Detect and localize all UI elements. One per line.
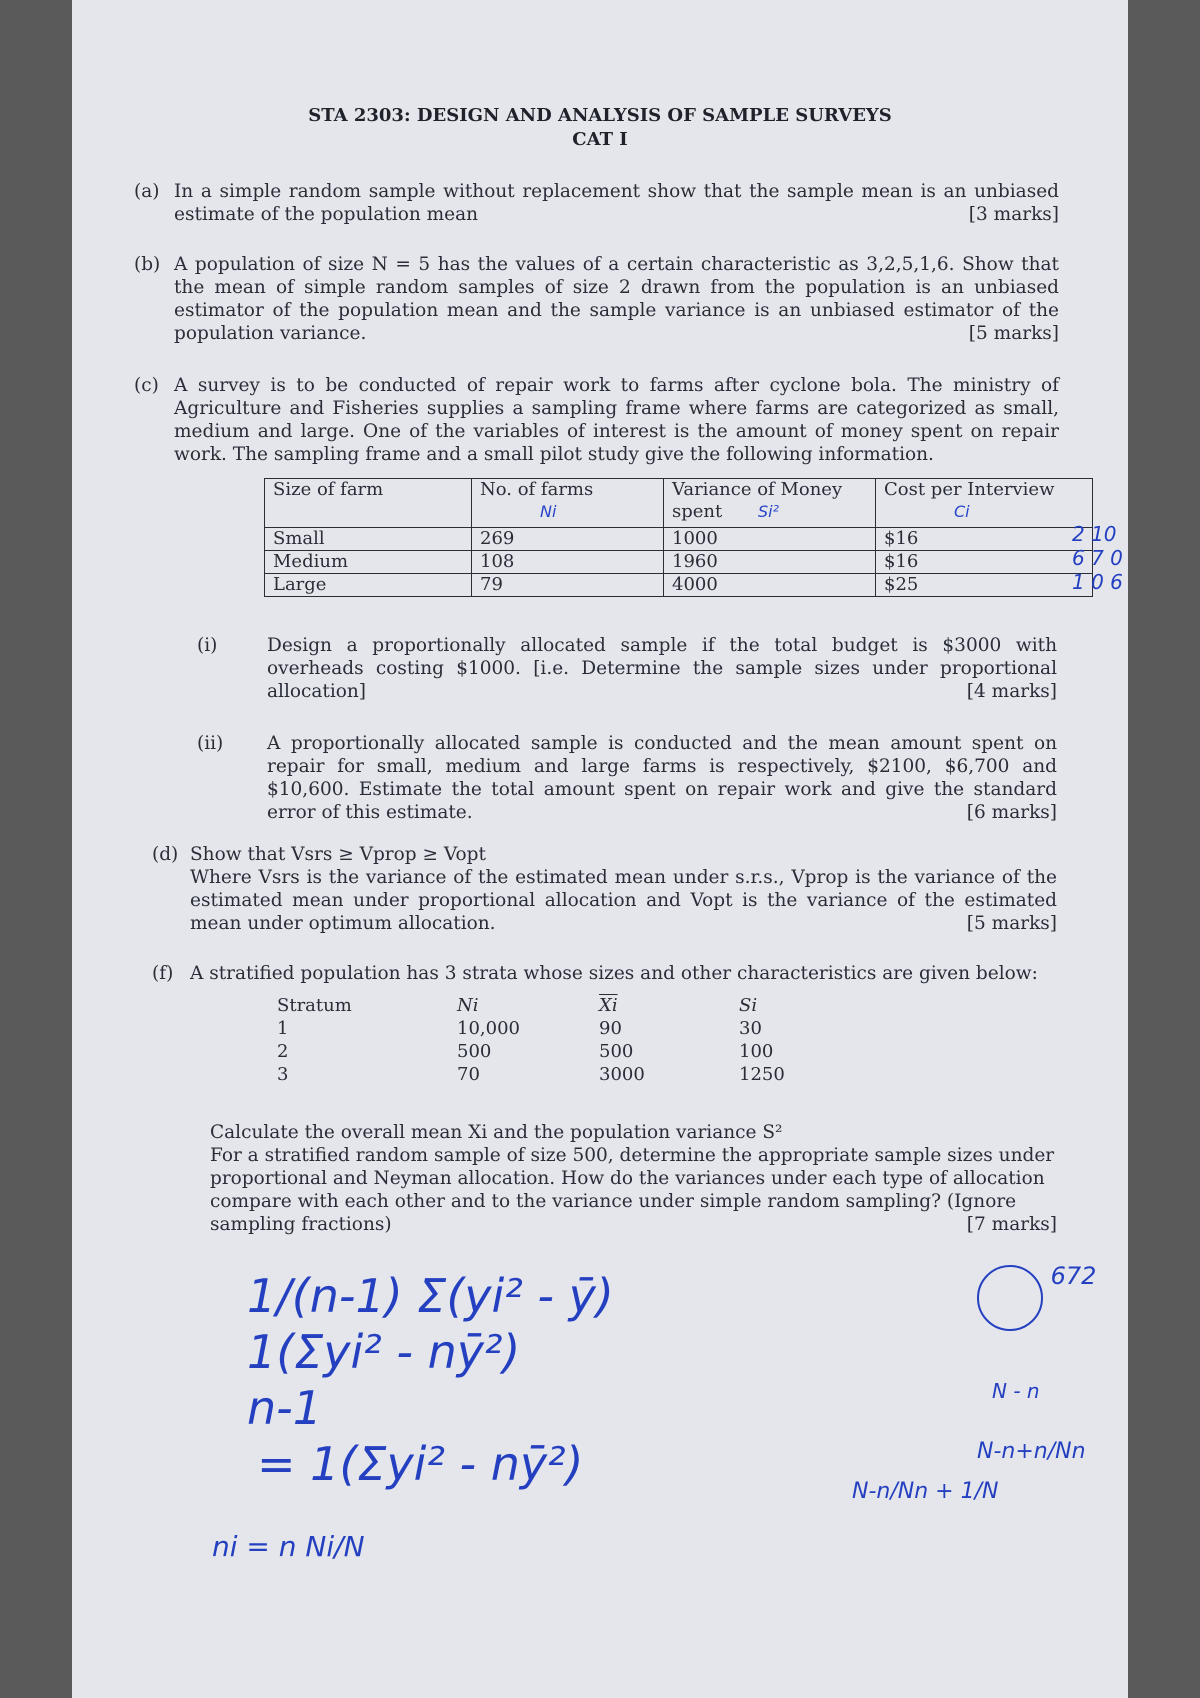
table-header: Cost per Interview Ci [876, 479, 1093, 528]
handwritten-note: N-n/Nn + 1/N [852, 1479, 999, 1504]
question-label: (c) [134, 375, 159, 396]
question-f-continued [210, 1121, 1057, 1236]
document-content [72, 0, 1128, 1698]
question-statement: Show that Vsrs ≥ Vprop ≥ Vopt [190, 844, 486, 865]
handwritten-note: 6 7 0 [1072, 546, 1123, 570]
column-header: Ni [457, 995, 479, 1016]
table-cell: 100 [739, 1041, 774, 1062]
handwritten-line: 1(Σyi² - nȳ²) [247, 1325, 521, 1379]
handwritten-note: Ni [540, 502, 557, 521]
question-label: (f) [152, 963, 174, 984]
question-label: (b) [134, 254, 161, 275]
table-cell: Small [265, 528, 472, 551]
table-header: Size of farm [265, 479, 472, 528]
handwritten-line: = 1(Σyi² - nȳ²) [257, 1437, 584, 1491]
handwritten-note: Si² [757, 502, 779, 521]
table-cell: $16 [876, 551, 1093, 574]
handwritten-note: Ci [954, 502, 970, 521]
handwritten-note: N-n+n/Nn [977, 1439, 1086, 1464]
table-cell: Large [265, 574, 472, 597]
handwritten-note: N - n [992, 1379, 1040, 1403]
table-cell: 4000 [664, 574, 876, 597]
table-cell: 1 [277, 1018, 289, 1039]
question-label: (d) [152, 844, 179, 865]
table-cell: Medium [265, 551, 472, 574]
column-header: Si [739, 995, 758, 1016]
marks: [5 marks] [966, 913, 1057, 934]
question-d [152, 843, 1057, 935]
question-text: Design a proportionally allocated sample if the total budget is $3000 with overheads costing $1000. [i.e. Determine the sample sizes under proportional allocation] [267, 635, 1057, 702]
table-header-row [265, 479, 1093, 528]
table-cell: 79 [472, 574, 664, 597]
question-text: Calculate the overall mean Xi and the population variance S² [210, 1122, 783, 1143]
table-cell: $25 [876, 574, 1093, 597]
table-header: Variance of Money spent Si² [664, 479, 876, 528]
table-cell: 500 [457, 1041, 492, 1062]
table-row [265, 551, 1093, 574]
question-f [152, 962, 1057, 985]
question-label: (i) [197, 635, 218, 656]
question-c-i [197, 634, 1057, 703]
question-text: A population of size N = 5 has the values of a certain characteristic as 3,2,5,1,6. Show that the mean of simple random samples of size 2 drawn from the population is an unbiased estimator of the population mean and the sample variance is an unbiased estimator of the population variance. [174, 254, 1059, 344]
table-cell: 2 [277, 1041, 289, 1062]
farm-table [264, 478, 1093, 597]
table-cell: $16 [876, 528, 1093, 551]
table-cell: 1000 [664, 528, 876, 551]
question-text: A stratified population has 3 strata whose sizes and other characteristics are given below: [190, 963, 1038, 984]
table-cell: 269 [472, 528, 664, 551]
handwritten-note: 672 [1050, 1262, 1097, 1290]
question-label: (ii) [197, 733, 224, 754]
column-header: $\overline{Xi}$ [599, 995, 618, 1016]
page-title [72, 104, 1128, 152]
circle-mark [977, 1265, 1043, 1331]
handwritten-note: 1 0 6 [1072, 570, 1123, 594]
course-title: STA 2303: DESIGN AND ANALYSIS OF SAMPLE SURVEYS [308, 105, 892, 126]
column-header: Stratum [277, 995, 352, 1016]
table-cell: 90 [599, 1018, 622, 1039]
question-text: For a stratified random sample of size 500, determine the appropriate sample sizes under proportional and Neyman allocation. How do the variances under each type of allocation compare with each other and to the variance under simple random sampling? (Ignore sampling fractions) [210, 1145, 1055, 1235]
question-text: A survey is to be conducted of repair work to farms after cyclone bola. The ministry of Agriculture and Fisheries supplies a sampling frame where farms are categorized as small, medium and large. One of the variables of interest is the amount of money spent on repair work. The sampling frame and a small pilot study give the following information. [174, 375, 1059, 465]
table-header: No. of farms Ni [472, 479, 664, 528]
marks: [4 marks] [966, 681, 1057, 702]
table-cell: 1960 [664, 551, 876, 574]
handwritten-circled-note [977, 1262, 1097, 1335]
handwritten-margin-notes [1072, 522, 1123, 594]
table-cell: 70 [457, 1064, 480, 1085]
table-cell: 1250 [739, 1064, 785, 1085]
handwritten-line: ni = n Ni/N [212, 1530, 365, 1563]
marks: [5 marks] [968, 323, 1059, 344]
handwritten-note: 2 10 [1072, 522, 1117, 546]
table-cell: 108 [472, 551, 664, 574]
table-cell: 3000 [599, 1064, 645, 1085]
question-c-ii [197, 732, 1057, 824]
marks: [6 marks] [966, 802, 1057, 823]
question-b [134, 253, 1059, 345]
question-text: Where Vsrs is the variance of the estimated mean under s.r.s., Vprop is the variance of the estimated mean under proportional allocation and Vopt is the variance of the estimated mean under optimum allocation. [190, 867, 1057, 934]
table-cell: 500 [599, 1041, 634, 1062]
test-title: CAT I [572, 129, 628, 150]
table-row [265, 574, 1093, 597]
marks: [3 marks] [968, 204, 1059, 225]
table-cell: 30 [739, 1018, 762, 1039]
question-text: In a simple random sample without replacement show that the sample mean is an unbiased estimate of the population mean [174, 181, 1059, 225]
marks: [7 marks] [966, 1214, 1057, 1235]
question-text: A proportionally allocated sample is conducted and the mean amount spent on repair for small, medium and large farms is respectively, $2100, $6,700 and $10,600. Estimate the total amount spent on repair work and give the standard error of this estimate. [267, 733, 1057, 823]
question-a [134, 180, 1059, 226]
question-label: (a) [134, 181, 160, 202]
table-cell: 10,000 [457, 1018, 520, 1039]
table-row [265, 528, 1093, 551]
handwritten-working [247, 1268, 614, 1492]
question-c [134, 374, 1059, 466]
handwritten-line: n-1 [247, 1381, 323, 1435]
table-cell: 3 [277, 1064, 289, 1085]
handwritten-line: 1/(n-1) Σ(yi² - ȳ) [247, 1269, 614, 1323]
